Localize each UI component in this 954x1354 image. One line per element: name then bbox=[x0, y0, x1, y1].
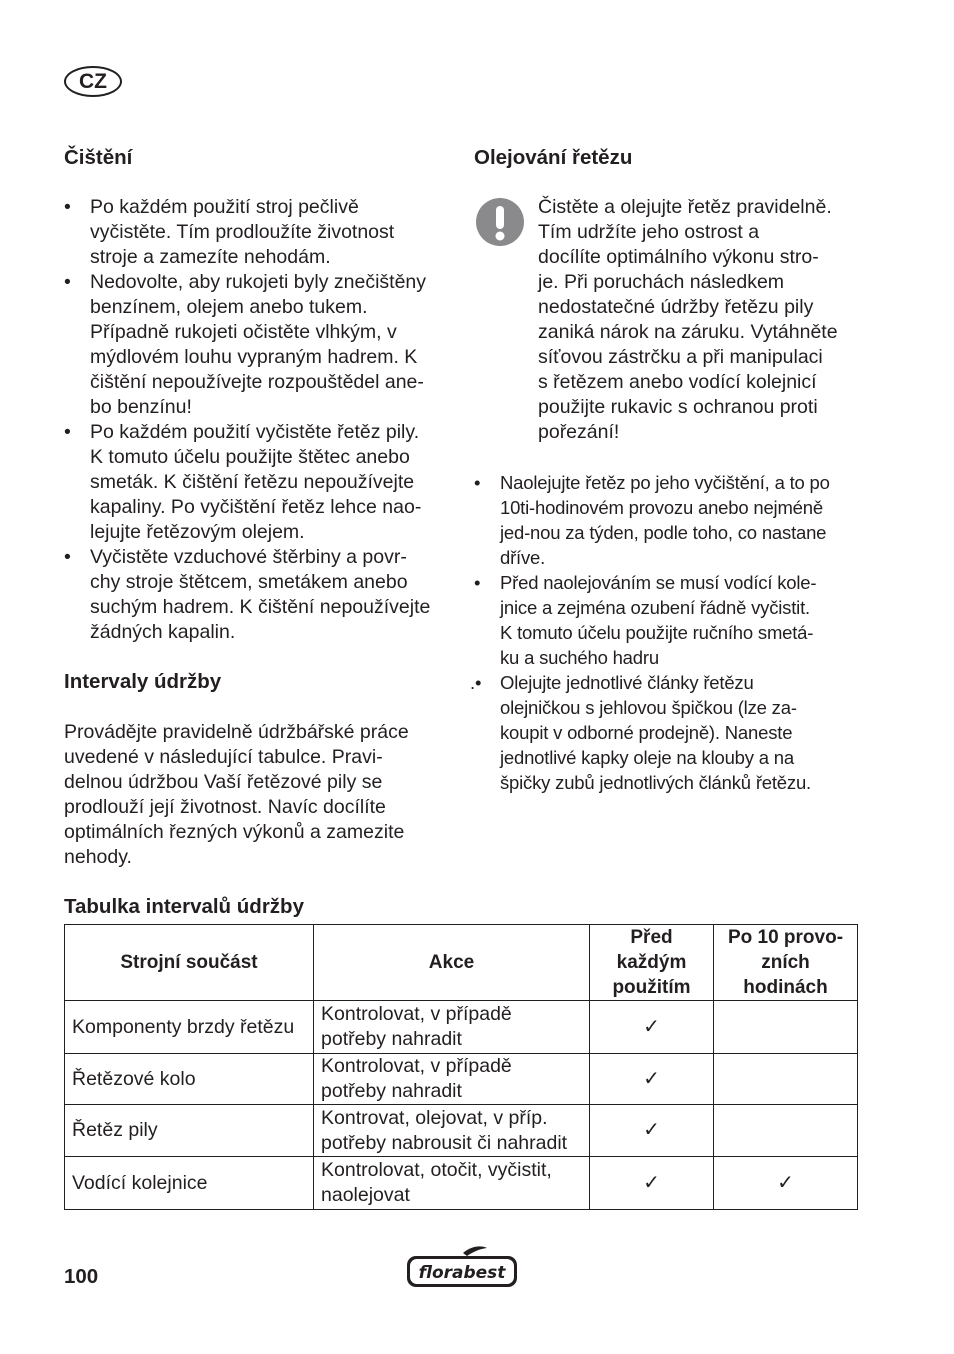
check-icon: ✓ bbox=[590, 1001, 714, 1054]
cleaning-heading: Čištění bbox=[64, 146, 133, 169]
list-item-line: chy stroje štětcem, smetákem anebo bbox=[90, 571, 408, 593]
list-item-line: K tomuto účelu použijte štětec anebo bbox=[90, 446, 410, 468]
florabest-logo bbox=[405, 1245, 519, 1289]
list-item: • Vyčistěte vzduchové štěrbiny a povr- chy stroje štětcem, smetákem anebo suchým hadrem. K čištění nepoužívejte žádných kapalin. bbox=[64, 546, 431, 643]
list-item-line: Olejujte jednotlivé články řetězu bbox=[500, 672, 754, 693]
list-item-line: koupit v odborné prodejně). Naneste bbox=[500, 722, 793, 743]
list-item-line: jed-nou za týden, podle toho, co nastane bbox=[500, 522, 827, 543]
list-item-line: suchým hadrem. K čištění nepoužívejte bbox=[90, 596, 431, 618]
paragraph-line: optimálních řezných výkonů a zamezite bbox=[64, 821, 405, 843]
list-item-line: Před naolejováním se musí vodící kole- bbox=[500, 572, 817, 593]
cell-part: Komponenty brzdy řetězu bbox=[65, 1001, 314, 1054]
list-item-line: ku a suchého hadru bbox=[500, 647, 659, 668]
paragraph-line: Tím udržíte jeho ostrost a bbox=[538, 221, 760, 243]
paragraph-line: docílíte optimálního výkonu stro- bbox=[538, 246, 819, 268]
list-item-line: kapaliny. Po vyčištění řetěz lehce nao- bbox=[90, 496, 422, 518]
check-icon: ✓ bbox=[590, 1054, 714, 1105]
list-item-line: špičky zubů jednotlivých článků řetězu. bbox=[500, 772, 811, 793]
oiling-list bbox=[470, 470, 874, 795]
cell-after-10-hours bbox=[714, 1001, 858, 1054]
list-item-line: jnice a zejména ozubení řádně vyčistit. bbox=[500, 597, 810, 618]
paragraph-line: nedostatečné údržby řetězu pily bbox=[538, 296, 814, 318]
list-item-line: lejujte řetězovým olejem. bbox=[90, 521, 305, 543]
list-item-line: čištění nepoužívejte rozpouštědel ane- bbox=[90, 371, 424, 393]
check-icon: ✓ bbox=[714, 1157, 858, 1210]
list-item-line: žádných kapalin. bbox=[90, 621, 236, 643]
list-item-line: Nedovolte, aby rukojeti byly znečištěny bbox=[90, 271, 427, 293]
paragraph-line: použijte rukavic s ochranou proti bbox=[538, 396, 818, 418]
column-header-action: Akce bbox=[314, 925, 590, 1001]
paragraph-line: prodlouží její životnost. Navíc docílíte bbox=[64, 796, 386, 818]
column-header-before-use: Před každým použitím bbox=[590, 925, 714, 1001]
list-item: • Před naolejováním se musí vodící kole- jnice a zejména ozubení řádně vyčistit. K tomuto účelu použijte ručního smetá- ku a suchého hadru bbox=[474, 572, 817, 668]
list-item: • Po každém použití vyčistěte řetěz pily. K tomuto účelu použijte štětec anebo smeták. K čištění řetězu nepoužívejte kapaliny. Po vyčištění řetěz lehce nao- lejujte řetězovým olejem. bbox=[64, 421, 422, 543]
list-item-line: stroje a zamezíte nehodám. bbox=[90, 246, 331, 268]
list-item-line: dříve. bbox=[500, 547, 546, 568]
maintenance-paragraph bbox=[64, 720, 454, 870]
list-item-line: jednotlivé kapky oleje na klouby a na bbox=[500, 747, 794, 768]
language-badge: CZ bbox=[64, 66, 122, 97]
cell-action: Kontrovat, olejovat, v příp. potřeby nabrousit či nahradit bbox=[314, 1105, 590, 1157]
paragraph-line: s řetězem anebo vodící kolejnicí bbox=[538, 371, 817, 393]
list-item: .• Olejujte jednotlivé články řetězu olejničkou s jehlovou špičkou (lze za- koupit v odborné prodejně). Naneste jednotlivé kapky oleje na klouby a na špičky zubů jednotlivých článků řetězu. bbox=[470, 672, 811, 793]
list-item-line: Po každém použití vyčistěte řetěz pily. bbox=[90, 421, 420, 443]
cell-action: Kontrolovat, v případě potřeby nahradit bbox=[314, 1054, 590, 1105]
list-item-line: vyčistěte. Tím prodloužíte životnost bbox=[90, 221, 395, 243]
paragraph-line: Provádějte pravidelně údržbářské práce bbox=[64, 721, 409, 743]
paragraph-line: delnou údržbou Vaší řetězové pily se bbox=[64, 771, 383, 793]
check-icon: ✓ bbox=[590, 1105, 714, 1157]
list-item: • Naolejujte řetěz po jeho vyčištění, a to po 10ti-hodinovém provozu anebo nejméně jed-nou za týden, podle toho, co nastane dříve. bbox=[474, 472, 830, 568]
list-item-line: 10ti-hodinovém provozu anebo nejméně bbox=[500, 497, 823, 518]
column-header-after-10-hours: Po 10 provo- zních hodinách bbox=[714, 925, 858, 1001]
list-item-line: Naolejujte řetěz po jeho vyčištění, a to po bbox=[500, 472, 830, 493]
list-item-line: olejničkou s jehlovou špičkou (lze za- bbox=[500, 697, 797, 718]
paragraph-line: pořezání! bbox=[538, 421, 620, 443]
paragraph-line: uvedené v následující tabulce. Pravi- bbox=[64, 746, 383, 768]
check-icon: ✓ bbox=[590, 1157, 714, 1210]
cell-after-10-hours bbox=[714, 1105, 858, 1157]
svg-text:florabest: florabest bbox=[418, 1263, 506, 1283]
paragraph-line: nehody. bbox=[64, 846, 132, 868]
table-row bbox=[65, 1001, 858, 1054]
cleaning-list bbox=[64, 195, 454, 645]
exclamation-icon bbox=[476, 198, 524, 246]
list-item-line: smeták. K čištění řetězu nepoužívejte bbox=[90, 471, 415, 493]
cell-part: Řetězové kolo bbox=[65, 1054, 314, 1105]
list-item-line: Vyčistěte vzduchové štěrbiny a povr- bbox=[90, 546, 407, 568]
cell-action: Kontrolovat, v případě potřeby nahradit bbox=[314, 1001, 590, 1054]
cell-part: Vodící kolejnice bbox=[65, 1157, 314, 1210]
list-item-line: bo benzínu! bbox=[90, 396, 192, 418]
list-item-line: Po každém použití stroj pečlivě bbox=[90, 196, 359, 218]
page-number: 100 bbox=[64, 1265, 99, 1288]
column-header-part: Strojní součást bbox=[65, 925, 314, 1001]
table-row bbox=[65, 1105, 858, 1157]
cell-after-10-hours bbox=[714, 1054, 858, 1105]
list-item-line: benzínem, olejem anebo tukem. bbox=[90, 296, 368, 318]
table-heading: Tabulka intervalů údržby bbox=[64, 895, 304, 918]
maintenance-table bbox=[64, 924, 858, 1210]
oiling-heading: Olejování řetězu bbox=[474, 146, 633, 169]
paragraph-line: je. Při poruchách následkem bbox=[538, 271, 785, 293]
paragraph-line: síťovou zástrčku a při manipulaci bbox=[538, 346, 823, 368]
paragraph-line: Čistěte a olejujte řetěz pravidelně. bbox=[538, 196, 832, 218]
table-header-row bbox=[65, 925, 858, 1001]
list-item: • Po každém použití stroj pečlivě vyčistěte. Tím prodloužíte životnost stroje a zamezíte nehodám. bbox=[64, 196, 395, 268]
table-row bbox=[65, 1054, 858, 1105]
table-row bbox=[65, 1157, 858, 1210]
list-item: • Nedovolte, aby rukojeti byly znečištěny benzínem, olejem anebo tukem. Případně rukojeti očistěte vlhkým, v mýdlovém louhu vypraným hadrem. K čištění nepoužívejte rozpouštědel ane- bo benzínu! bbox=[64, 271, 427, 418]
list-item-line: Případně rukojeti očistěte vlhkým, v bbox=[90, 321, 397, 343]
list-item-line: mýdlovém louhu vypraným hadrem. K bbox=[90, 346, 418, 368]
maintenance-heading: Intervaly údržby bbox=[64, 670, 222, 693]
paragraph-line: zaniká nárok na záruku. Vytáhněte bbox=[538, 321, 838, 343]
list-item-line: K tomuto účelu použijte ručního smetá- bbox=[500, 622, 814, 643]
warning-paragraph bbox=[538, 195, 858, 445]
cell-part: Řetěz pily bbox=[65, 1105, 314, 1157]
cell-action: Kontrolovat, otočit, vyčistit, naolejovat bbox=[314, 1157, 590, 1210]
